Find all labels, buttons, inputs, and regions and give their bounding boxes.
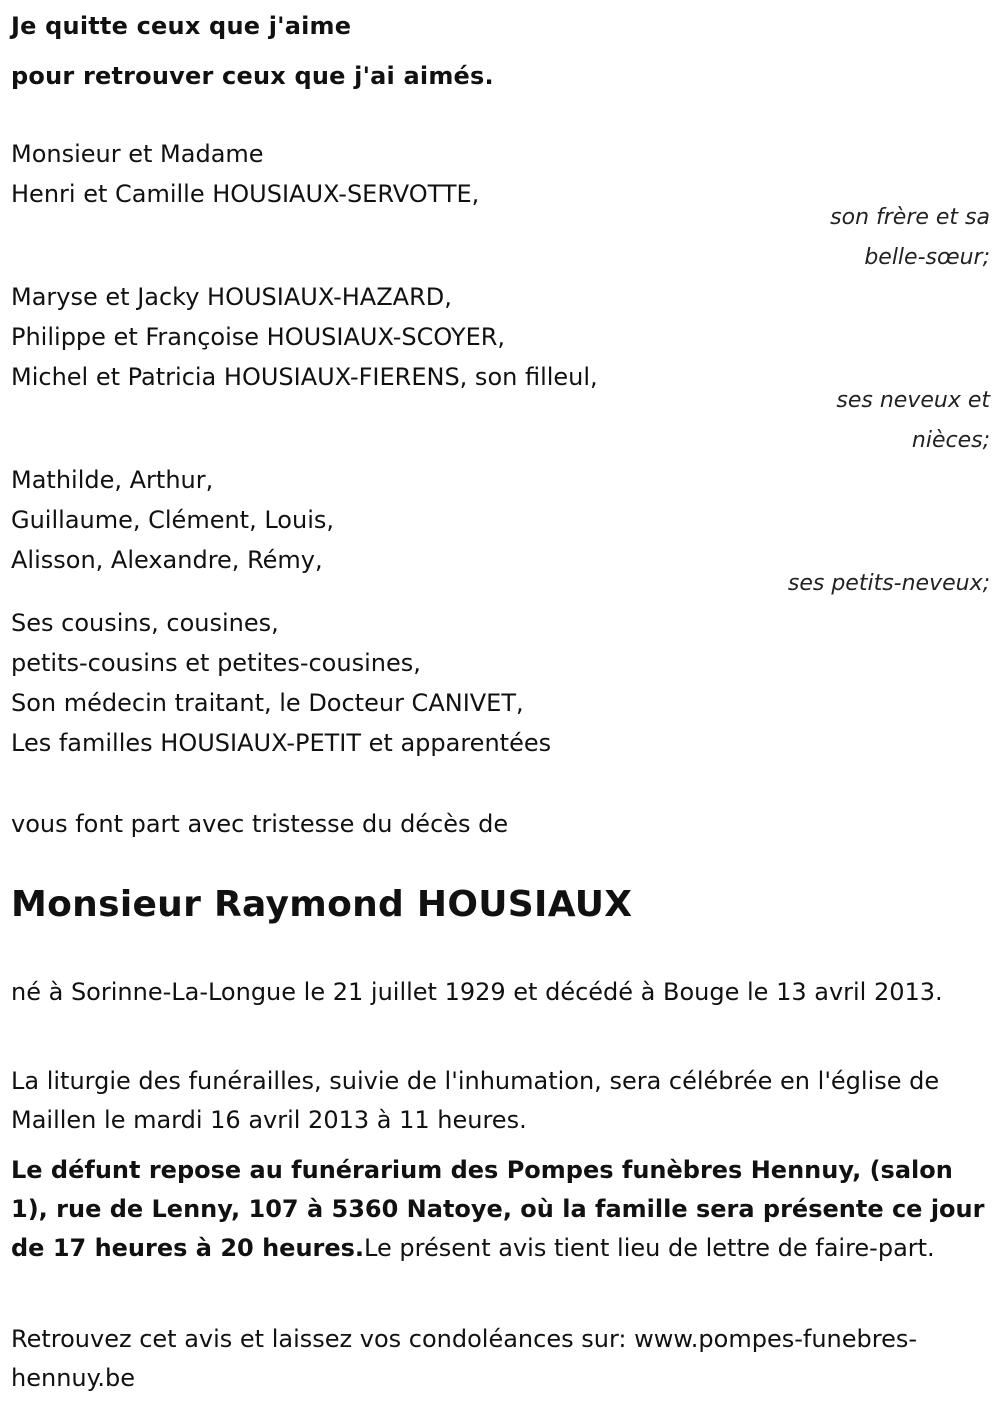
deceased-name: Monsieur Raymond HOUSIAUX: [11, 884, 633, 925]
announcement-text: vous font part avec tristesse du décès de: [11, 810, 509, 838]
liturgy-paragraph: La liturgie des funérailles, suivie de l'inhumation, sera célébrée en l'église de Maillen le mardi 16 avril 2013 à 11 heures.: [11, 1067, 940, 1134]
family-line: Michel et Patricia HOUSIAUX-FIERENS, son filleul,: [11, 363, 598, 391]
birth-death-paragraph: né à Sorinne-La-Longue le 21 juillet 1929 et décédé à Bouge le 13 avril 2013.: [11, 978, 943, 1006]
funerarium-paragraph: [11, 1151, 991, 1268]
relation-label: ses petits-neveux;: [787, 571, 990, 596]
relation-label: ses neveux et: [836, 388, 990, 413]
family-line: petits-cousins et petites-cousines,: [11, 649, 421, 677]
family-line: Monsieur et Madame: [11, 140, 264, 168]
family-line: Henri et Camille HOUSIAUX-SERVOTTE,: [11, 180, 480, 208]
family-line: Son médecin traitant, le Docteur CANIVET,: [11, 689, 524, 717]
relation-label: nièces;: [911, 428, 990, 453]
family-line: Maryse et Jacky HOUSIAUX-HAZARD,: [11, 283, 452, 311]
faire-part-note: Le présent avis tient lieu de lettre de faire-part.: [364, 1234, 935, 1262]
family-line: Alisson, Alexandre, Rémy,: [11, 546, 323, 574]
condolences-paragraph: Retrouvez cet avis et laissez vos condoléances sur: www.pompes-funebres-hennuy.be: [11, 1325, 918, 1392]
relation-label: son frère et sa: [830, 205, 990, 230]
funerarium-details: Le défunt repose au funérarium des Pompes funèbres Hennuy, (salon 1), rue de Lenny, 107 à 5360 Natoye, où la famille sera présente ce jour de 17 heures à 20 heures.: [11, 1156, 985, 1262]
family-line: Guillaume, Clément, Louis,: [11, 506, 334, 534]
quote-line-2: pour retrouver ceux que j'ai aimés.: [11, 62, 494, 90]
quote-line-1: Je quitte ceux que j'aime: [11, 12, 352, 40]
family-line: Les familles HOUSIAUX-PETIT et apparentées: [11, 729, 552, 757]
family-line: Philippe et Françoise HOUSIAUX-SCOYER,: [11, 323, 506, 351]
family-line: Ses cousins, cousines,: [11, 609, 279, 637]
relation-label: belle-sœur;: [864, 245, 990, 270]
family-line: Mathilde, Arthur,: [11, 466, 214, 494]
